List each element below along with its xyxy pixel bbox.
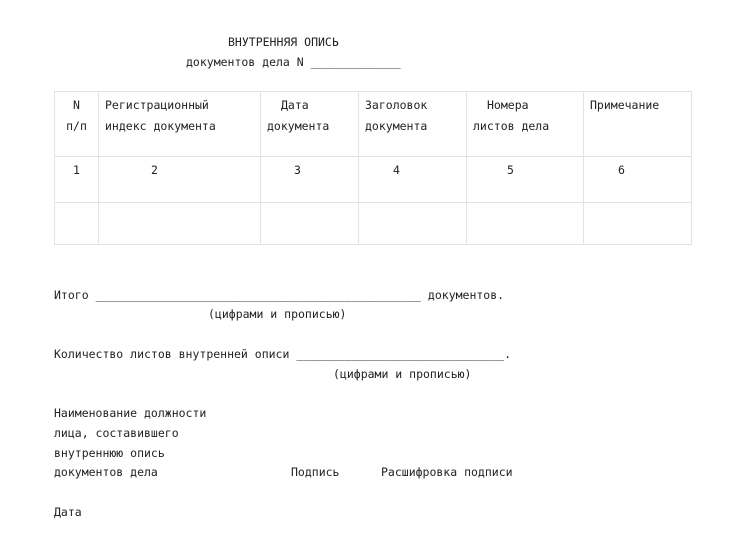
table-header-row	[55, 92, 692, 157]
header-cell-sheets: Номера листов дела	[467, 92, 584, 157]
signature-decode-label: Расшифровка подписи	[381, 465, 513, 479]
sheets-hint: (цифрами и прописью)	[333, 367, 472, 381]
table-row	[55, 203, 692, 245]
table-cell[interactable]	[359, 203, 467, 245]
date-label: Дата	[54, 505, 82, 519]
document-subtitle: документов дела N _____________	[186, 55, 401, 69]
sheets-label: Количество листов внутренней описи	[54, 347, 290, 361]
position-line-1: Наименование должности	[54, 406, 207, 420]
table-cell[interactable]	[99, 203, 261, 245]
column-number-1: 1	[55, 157, 99, 203]
header-cell-date: Дата документа	[261, 92, 359, 157]
header-cell-title: Заголовок документа	[359, 92, 467, 157]
table-row	[55, 157, 692, 203]
sheets-line	[54, 347, 511, 361]
inventory-table	[54, 91, 692, 245]
total-label: Итого	[54, 288, 89, 302]
column-number-3: 3	[261, 157, 359, 203]
column-number-2: 2	[99, 157, 261, 203]
table-cell[interactable]	[261, 203, 359, 245]
sheets-suffix: .	[504, 347, 511, 361]
total-line	[54, 288, 504, 302]
signature-label: Подпись	[291, 465, 340, 479]
header-cell-notes: Примечание	[584, 92, 692, 157]
position-line-4: документов дела	[54, 465, 158, 479]
table-cell[interactable]	[467, 203, 584, 245]
sheets-blank[interactable]: ______________________________	[296, 347, 505, 361]
document-title: ВНУТРЕННЯЯ ОПИСЬ	[228, 35, 339, 49]
position-line-3: внутреннюю опись	[54, 446, 165, 460]
header-cell-reg-index: Регистрационный индекс документа	[99, 92, 261, 157]
column-number-4: 4	[359, 157, 467, 203]
column-number-6: 6	[584, 157, 692, 203]
total-blank[interactable]: _______________________________________________	[95, 288, 421, 302]
table-cell[interactable]	[55, 203, 99, 245]
position-line-2: лица, составившего	[54, 426, 179, 440]
header-cell-number: N п/п	[55, 92, 99, 157]
table-cell[interactable]	[584, 203, 692, 245]
total-hint: (цифрами и прописью)	[208, 307, 347, 321]
column-number-5: 5	[467, 157, 584, 203]
total-suffix: документов.	[427, 288, 505, 302]
